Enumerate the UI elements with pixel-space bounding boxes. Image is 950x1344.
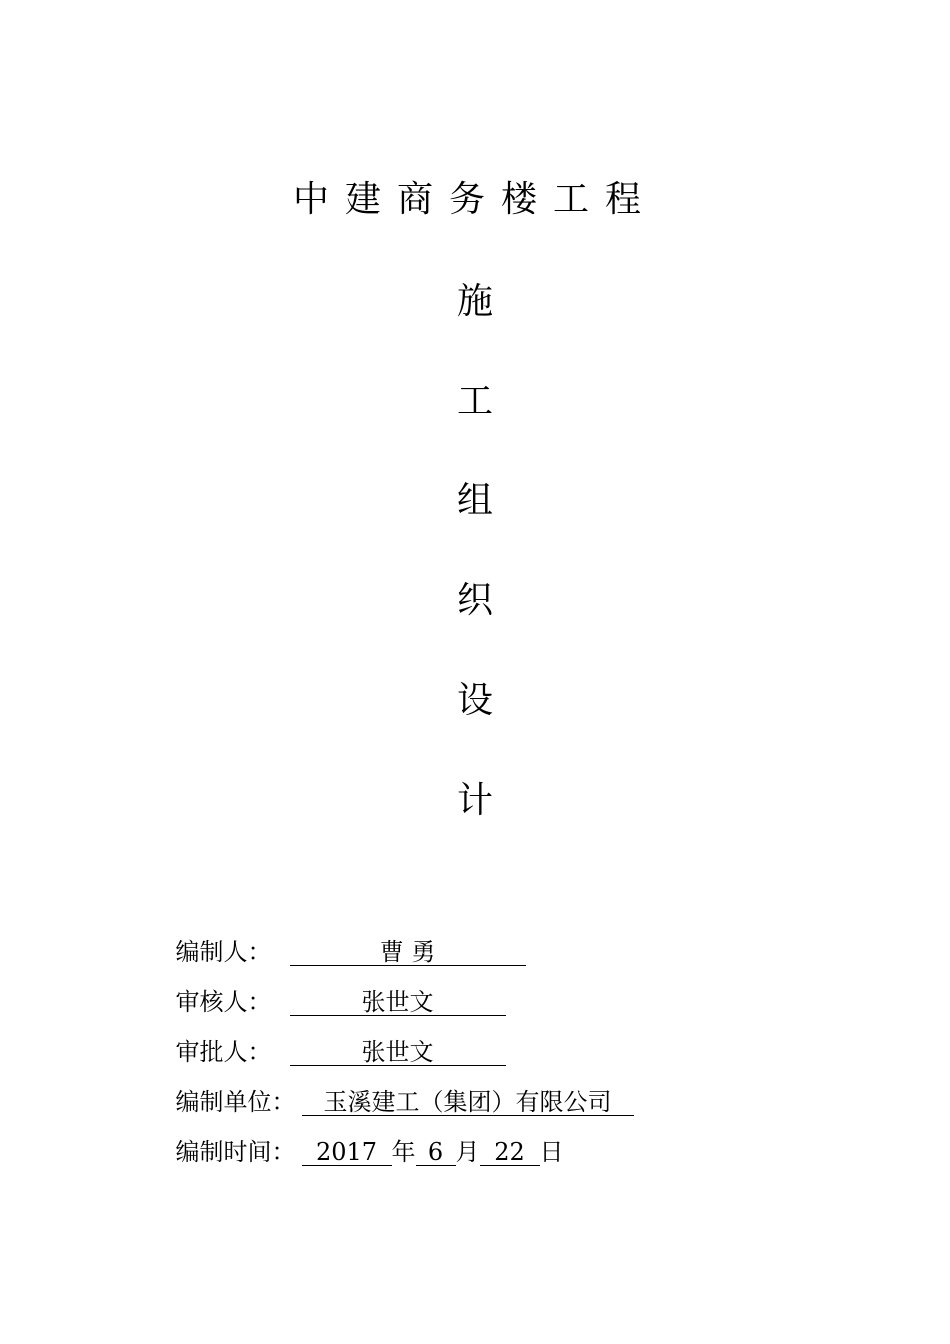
- subtitle-char-1: 施: [456, 281, 493, 322]
- date-month-value: 6: [416, 1139, 456, 1166]
- compiler-label: 编制人：: [175, 938, 272, 966]
- unit-value: 玉溪建工（集团）有限公司: [302, 1089, 634, 1116]
- date-day-value: 22: [480, 1139, 540, 1166]
- reviewer-label: 审核人：: [175, 988, 272, 1016]
- date-year-unit: 年: [391, 1138, 416, 1166]
- subtitle-char-3: 组: [456, 480, 493, 521]
- approver-label: 审批人：: [175, 1038, 272, 1066]
- date-row: [145, 1104, 564, 1200]
- subtitle-char-5: 设: [456, 680, 493, 721]
- subtitle-char-4: 织: [456, 580, 493, 621]
- compiler-value: 曹 勇: [290, 939, 526, 966]
- date-month-unit: 月: [455, 1138, 480, 1166]
- date-day-unit: 日: [539, 1138, 564, 1166]
- subtitle-char-6: 计: [456, 780, 493, 821]
- subtitle-char-2: 工: [456, 381, 493, 422]
- approver-value: 张世文: [290, 1039, 506, 1066]
- date-year-value: 2017: [302, 1139, 392, 1166]
- reviewer-value: 张世文: [290, 989, 506, 1016]
- project-title: 中建商务楼工程: [292, 179, 657, 220]
- date-label: 编制时间：: [175, 1138, 296, 1166]
- unit-label: 编制单位：: [175, 1088, 296, 1116]
